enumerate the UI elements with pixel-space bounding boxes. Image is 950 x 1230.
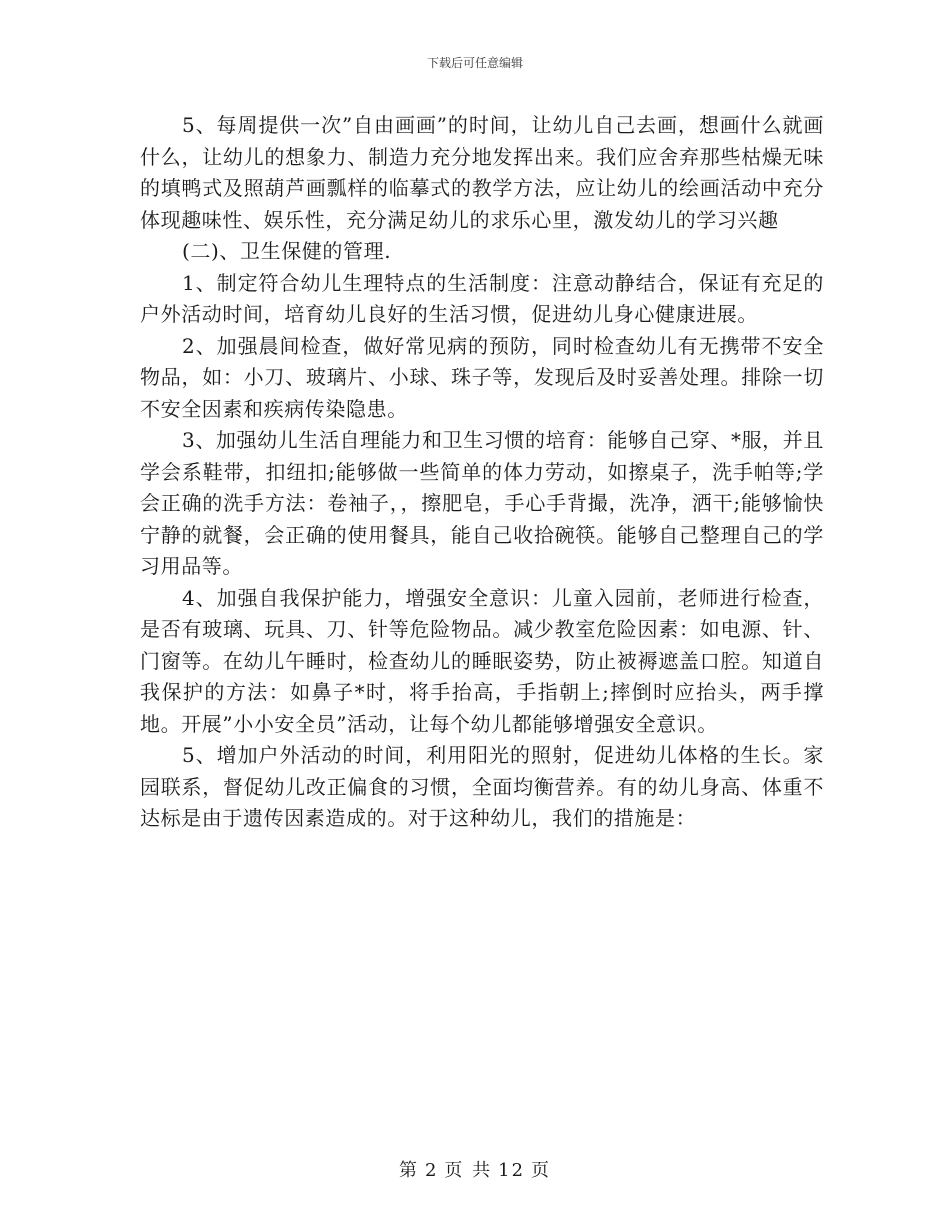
footer-prefix: 第 xyxy=(398,1160,419,1181)
footer-middle: 页 共 xyxy=(444,1160,493,1181)
paragraph-self-protection: 4、加强自我保护能力，增强安全意识：儿童入园前，老师进行检查，是否有玻璃、玩具、刀、针等危险物品。减少教室危险因素：如电源、针、门窗等。在幼儿午睡时，检查幼儿的睡眠姿势，防止被褥遮盖口腔。知道自我保护的方法：如鼻子*时，将手抬高，手指朝上;摔倒时应抬头，两手撑地。开展”小小安全员”活动，让每个幼儿都能够增强安全意识。 xyxy=(140,585,824,736)
footer-total-pages: 12 xyxy=(498,1160,526,1181)
paragraph-outdoor-activity: 5、增加户外活动的时间，利用阳光的照射，促进幼儿体格的生长。家园联系，督促幼儿改正偏食的习惯，全面均衡营养。有的幼儿身高、体重不达标是由于遗传因素造成的。对于这种幼儿，我们的措施是： xyxy=(140,743,824,830)
paragraph-self-care: 3、加强幼儿生活自理能力和卫生习惯的培育：能够自己穿、*服，并且学会系鞋带，扣纽扣;能够做一些简单的体力劳动，如擦桌子，洗手帕等;学会正确的洗手方法：卷袖子，，擦肥皂，手心手背撮，洗净，洒干;能够愉快宁静的就餐，会正确的使用餐具，能自己收拾碗筷。能够自己整理自己的学习用品等。 xyxy=(140,428,824,578)
footer-suffix: 页 xyxy=(531,1160,552,1181)
page-header: 下载后可任意编辑 xyxy=(426,56,523,70)
footer-page-number: 2 xyxy=(424,1160,439,1181)
document-body xyxy=(140,110,824,835)
paragraph-morning-check: 2、加强晨间检查，做好常见病的预防，同时检查幼儿有无携带不安全物品，如：小刀、玻璃片、小球、珠子等，发现后及时妥善处理。排除一切不安全因素和疾病传染隐患。 xyxy=(140,333,824,421)
paragraph-life-system: 1、制定符合幼儿生理特点的生活制度：注意动静结合，保证有充足的户外活动时间，培育幼儿良好的生活习惯，促进幼儿身心健康进展。 xyxy=(140,270,824,326)
page-footer xyxy=(0,1156,950,1182)
section-heading-hygiene: (二)、卫生保健的管理. xyxy=(182,239,392,263)
paragraph-drawing-time: 5、每周提供一次”自由画画”的时间，让幼儿自己去画，想画什么就画什么，让幼儿的想象力、制造力充分地发挥出来。我们应舍弃那些枯燥无味的填鸭式及照葫芦画瓢样的临摹式的教学方法，应让幼儿的绘画活动中充分体现趣味性、娱乐性，充分满足幼儿的求乐心里，激发幼儿的学习兴趣 xyxy=(140,113,824,232)
